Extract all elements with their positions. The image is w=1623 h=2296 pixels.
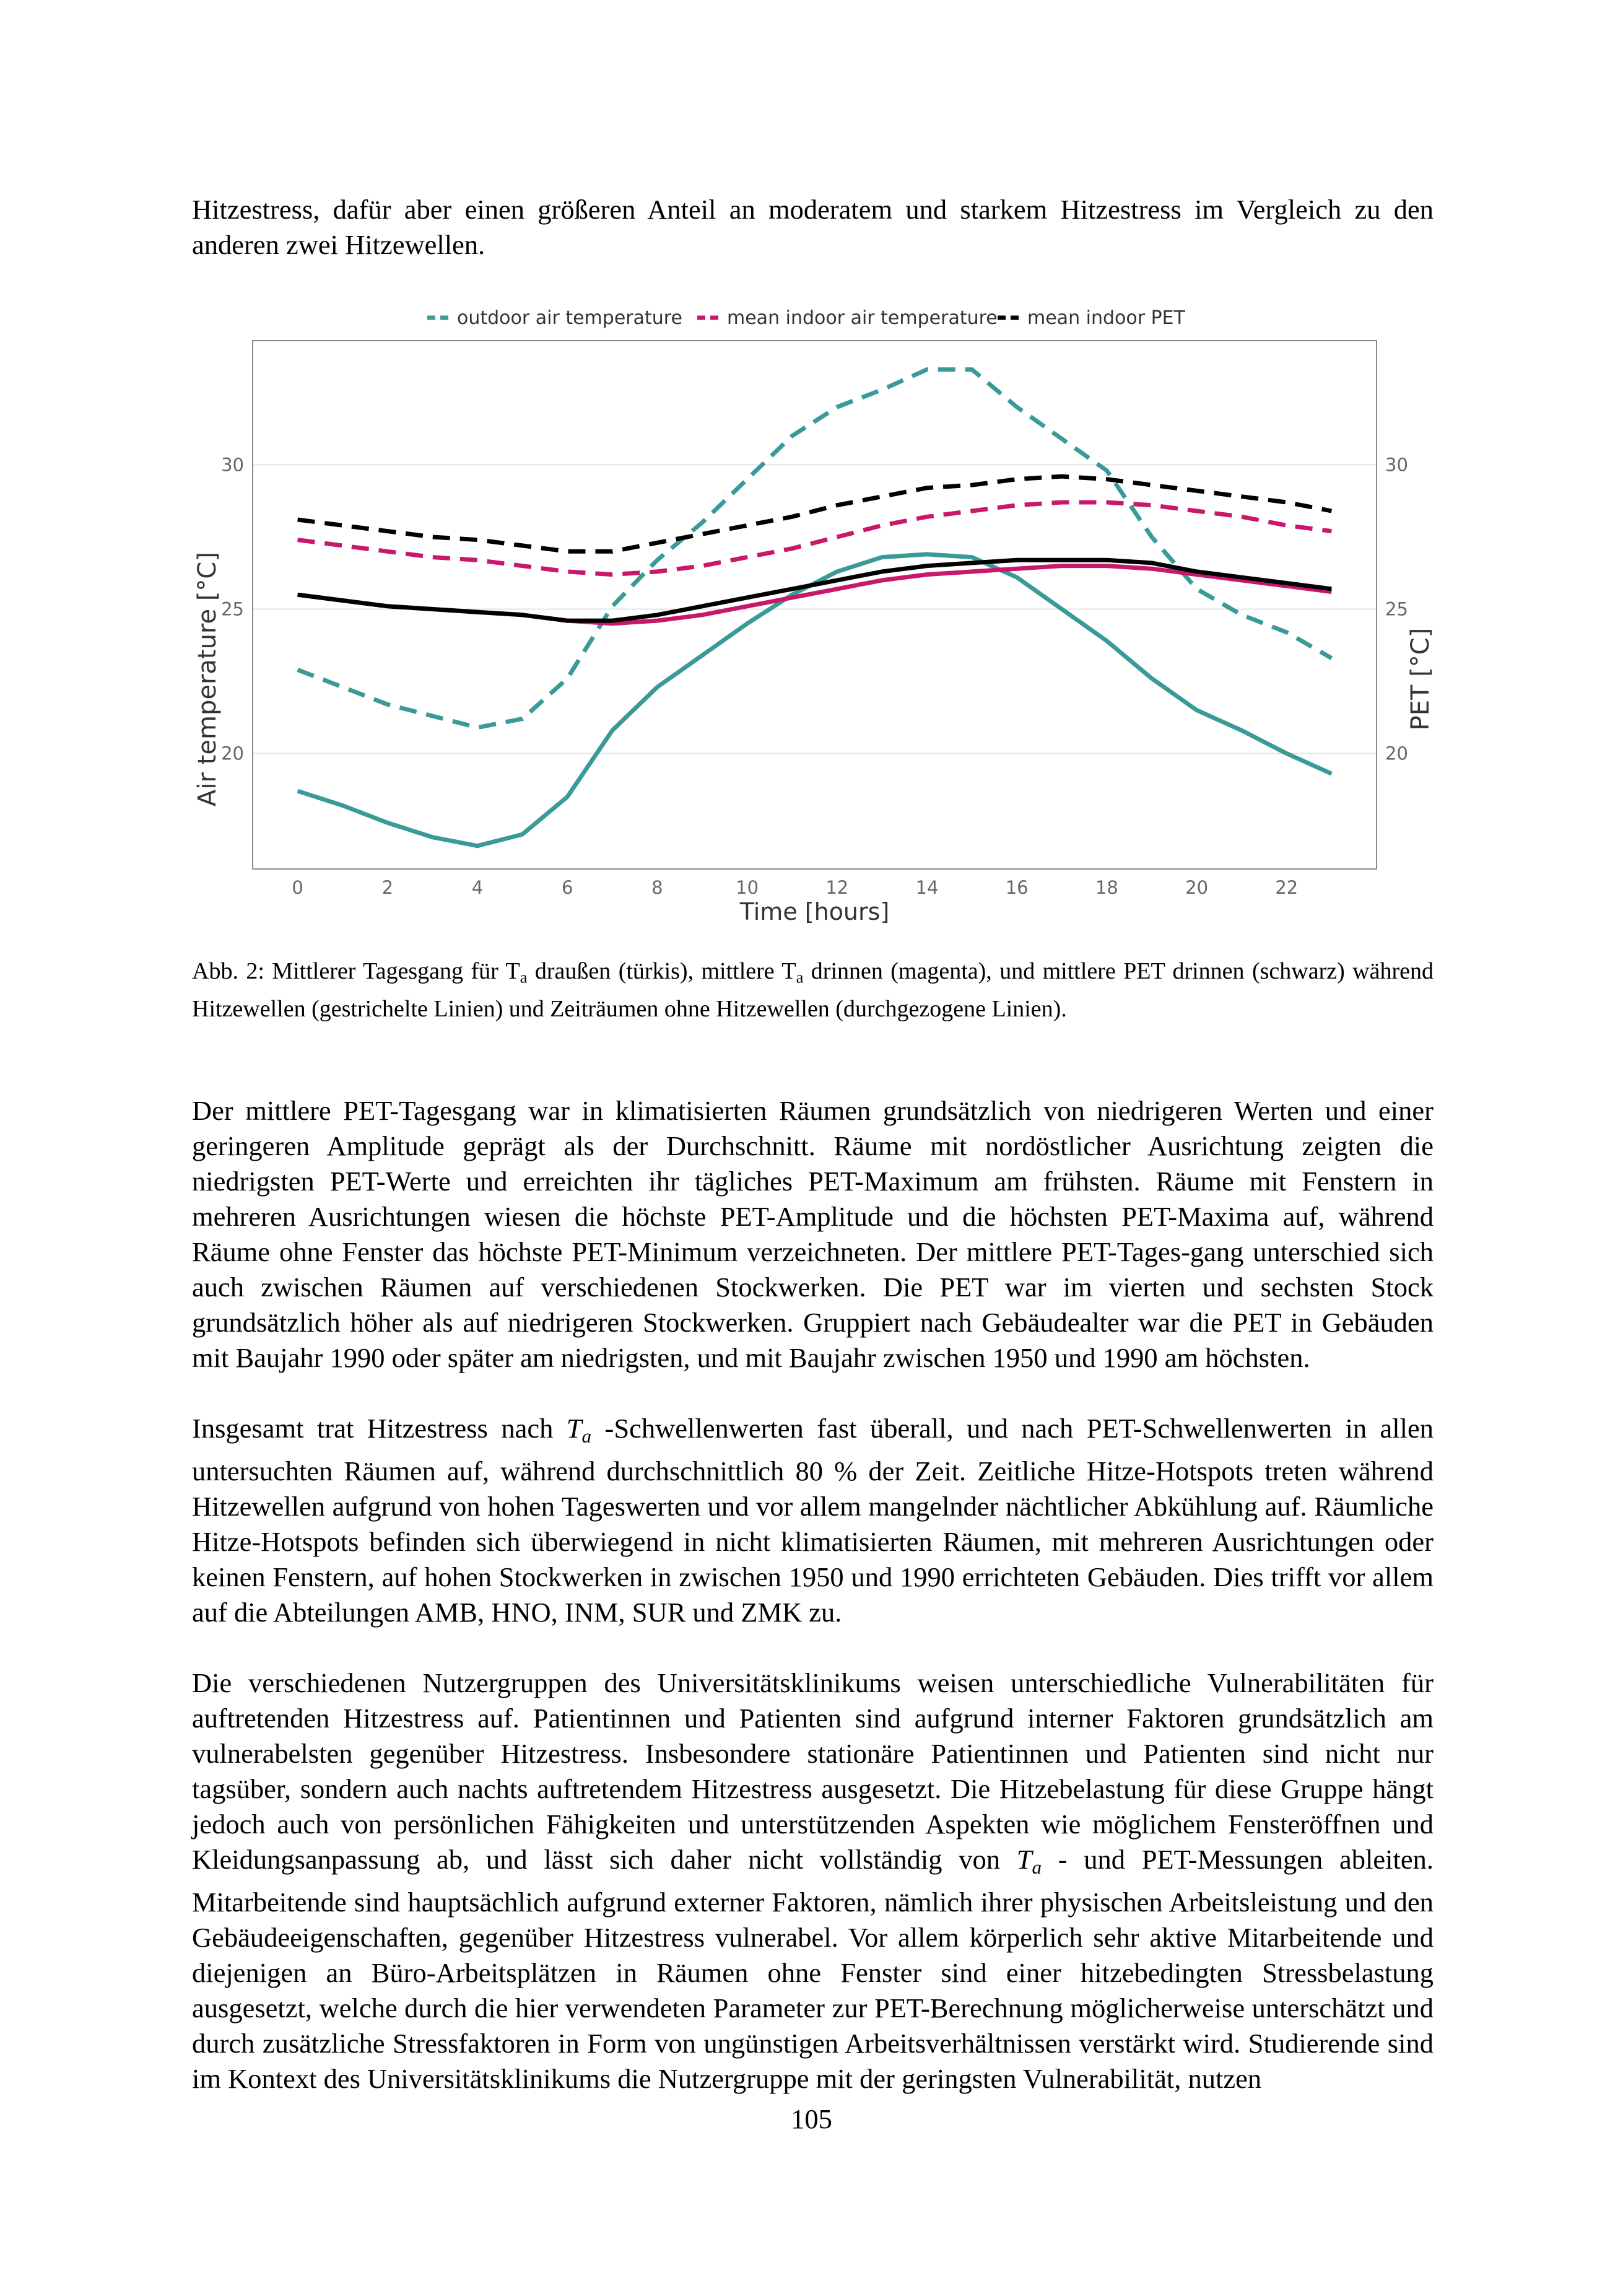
- x-axis-title: Time [hours]: [739, 898, 890, 925]
- y-axis-title-left: Air temperature [°C]: [193, 552, 222, 806]
- y-tick-right-25: 25: [1385, 598, 1408, 620]
- caption-subscript-a: a: [520, 967, 528, 987]
- x-tick-2: 2: [381, 877, 394, 898]
- x-tick-14: 14: [915, 877, 939, 898]
- caption-subscript-a-2: a: [796, 967, 804, 987]
- series-line-3-solid: [298, 554, 1332, 846]
- series-line-5-solid: [298, 560, 1332, 621]
- x-tick-8: 8: [651, 877, 663, 898]
- p3-ta-letter: T: [1016, 1843, 1032, 1875]
- y-tick-left-20: 20: [221, 743, 244, 764]
- y-tick-right-30: 30: [1385, 454, 1408, 476]
- x-tick-20: 20: [1185, 877, 1209, 898]
- series-line-4-solid: [298, 566, 1332, 624]
- p2-ta-subscript: a: [581, 1425, 592, 1447]
- legend-label-2: mean indoor PET: [1027, 307, 1185, 329]
- legend-label-0: outdoor air temperature: [457, 307, 682, 329]
- x-tick-0: 0: [292, 877, 303, 898]
- series-line-2-dashed: [298, 476, 1332, 551]
- p2-ta-symbol: [566, 1413, 592, 1447]
- line-chart: [180, 294, 1449, 938]
- p3-part-a: Die verschiedenen Nutzergruppen des Universitätsklinikums weisen unterschiedliche Vulnerabilitäten für auftretenden Hitzestress auf. Patientinnen und Patienten sind aufgrund interner Faktoren grundsätzlich am vulnerabelsten gegenüber Hitzestress. Insbesondere stationäre Patientinnen und Patienten sind nicht nur tagsüber, sondern auch nachts auftretendem Hitzestress ausgesetzt. Die Hitzebelastung für diese Gruppe hängt jedoch auch von persönlichen Fähigkeiten und unterstützenden Aspekten wie möglichem Fensteröffnen und Kleidungsanpassung ab, und lässt sich daher nicht vollständig von: [192, 1667, 1434, 1875]
- x-tick-22: 22: [1275, 877, 1299, 898]
- page-number: 105: [791, 2103, 832, 2134]
- body-paragraph-2: [192, 1411, 1434, 1630]
- x-tick-6: 6: [561, 877, 573, 898]
- y-tick-left-30: 30: [221, 454, 244, 476]
- body-paragraph-3: [192, 1665, 1434, 2097]
- x-tick-18: 18: [1095, 877, 1118, 898]
- body-paragraph-1: Der mittlere PET-Tagesgang war in klimatisierten Räumen grundsätzlich von niedrigeren Werten und einer geringeren Amplitude geprägt als der Durchschnitt. Räume mit nordöstlicher Ausrichtung zeigten die niedrigsten PET-Werte und erreichten ihr tägliches PET-Maximum am frühsten. Räume mit Fenstern in mehreren Ausrichtungen wiesen die höchste PET-Amplitude und die höchsten PET-Maxima auf, während Räume ohne Fenster das höchste PET-Minimum verzeichneten. Der mittlere PET-Tages-gang unterschied sich auch zwischen Räumen auf verschiedenen Stockwerken. Die PET war im vierten und sechsten Stock grundsätzlich höher als auf niedrigeren Stockwerken. Gruppiert nach Gebäudealter war die PET in Gebäuden mit Baujahr 1990 oder später am niedrigsten, und mit Baujahr zwischen 1950 und 1990 am höchsten.: [192, 1095, 1434, 1373]
- series-line-0-dashed: [298, 370, 1332, 728]
- caption-prefix: Abb. 2: Mittlerer Tagesgang für T: [192, 958, 520, 984]
- x-tick-10: 10: [736, 877, 759, 898]
- p3-part-b: - und PET-Messungen ableiten. Mitarbeitende sind hauptsächlich aufgrund externer Faktoren, nämlich ihrer physischen Arbeitsleistung und den Gebäudeeigenschaften, gegenüber Hitzestress vulnerabel. Vor allem körperlich sehr aktive Mitarbeitende und diejenigen an Büro-Arbeitsplätzen in Räumen ohne Fenster sind einer hitzebedingten Stressbelastung ausgesetzt, welche durch die hier verwendeten Parameter zur PET-Berechnung möglicherweise unterschätzt und durch zusätzliche Stressfaktoren in Form von ungünstigen Arbeitsverhältnissen verstärkt wird. Studierende sind im Kontext des Universitätsklinikums die Nutzergruppe mit der geringsten Vulnerabilität, nutzen: [192, 1843, 1434, 2094]
- p2-part-a: Insgesamt trat Hitzestress nach: [192, 1413, 567, 1444]
- y-tick-left-25: 25: [221, 598, 244, 620]
- p3-ta-symbol: [1016, 1843, 1042, 1878]
- x-tick-4: 4: [471, 877, 484, 898]
- caption-middle: draußen (türkis), mittlere T: [527, 958, 796, 984]
- intro-text: Hitzestress, dafür aber einen größeren Anteil an moderatem und starkem Hitzestress im Vergleich zu den anderen zwei Hitzewellen.: [192, 194, 1434, 260]
- p3-ta-subscript: a: [1032, 1856, 1042, 1878]
- legend-label-1: mean indoor air temperature: [727, 307, 998, 329]
- x-tick-12: 12: [825, 877, 849, 898]
- figure-chart: [180, 294, 1449, 938]
- p2-part-b: -Schwellenwerten fast überall, und nach PET-Schwellenwerten in allen untersuchten Räumen auf, während durchschnittlich 80 % der Zeit. Zeitliche Hitze-Hotspots treten während Hitzewellen aufgrund von hohen Tageswerten und vor allem mangelnder nächtlicher Abkühlung auf. Räumliche Hitze-Hotspots befinden sich überwiegend in nicht klimatisierten Räumen, mit mehreren Ausrichtungen oder keinen Fenstern, auf hohen Stockwerken in zwischen 1950 und 1990 errichteten Gebäuden. Dies trifft vor allem auf die Abteilungen AMB, HNO, INM, SUR und ZMK zu.: [192, 1413, 1434, 1628]
- caption-rest: drinnen (magenta), und mittlere PET drinnen (schwarz) während Hitzewellen (gestrichelte Linien) und Zeiträumen ohne Hitzewellen (durchgezogene Linien).: [192, 958, 1434, 1022]
- y-axis-title-right: PET [°C]: [1406, 627, 1435, 731]
- y-tick-right-20: 20: [1385, 743, 1408, 764]
- intro-paragraph: [192, 192, 1434, 263]
- figure-caption: [192, 956, 1434, 1025]
- x-tick-16: 16: [1005, 877, 1029, 898]
- body-text: [192, 1093, 1434, 2097]
- p2-ta-letter: T: [566, 1413, 582, 1444]
